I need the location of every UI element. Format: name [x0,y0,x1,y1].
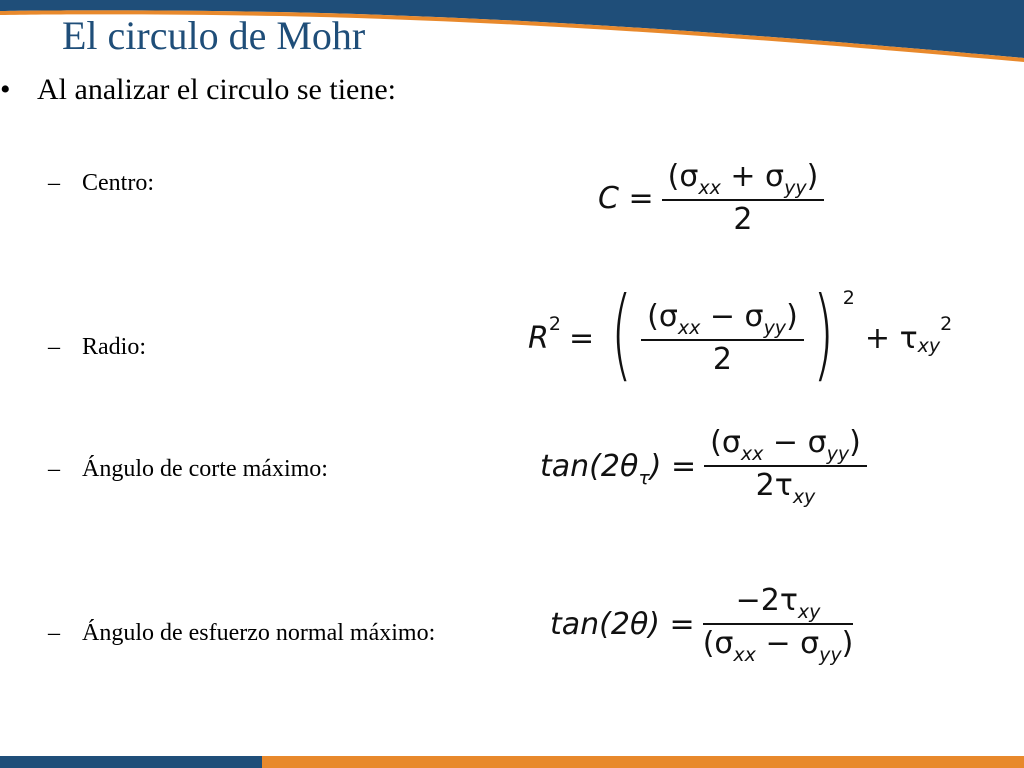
tau-exponent: 2 [940,313,953,335]
formula-lhs: C = [598,181,654,216]
item-label: Ángulo de corte máximo: [82,456,328,482]
fraction [703,582,854,666]
dash-icon: – [48,170,60,196]
numerator: $(\sigma_{xx} - \sigma_{yy})$ [704,424,867,467]
formula-lhs-base: R [528,320,549,356]
left-paren: ( [610,275,633,392]
outer-exponent: 2 [842,287,855,309]
footer-band [0,756,1024,768]
fraction [662,158,825,239]
denominator: 2 [733,202,753,237]
formula-lhs: tan(2θ) = [550,606,695,642]
slide-title: El circulo de Mohr [62,13,366,58]
tau-term: + τ [864,320,918,356]
bullet-text: Al analizar el circulo se tiene: [37,73,396,106]
formula-corte [540,424,867,508]
formula-radio [528,275,953,392]
numerator: $(\sigma_{xx} + \sigma_{yy})$ [662,158,825,201]
formula-lhs: $\tan(2\theta_\tau)$ = [540,448,697,489]
dash-icon: – [48,334,60,360]
right-paren: ) [812,275,835,392]
denominator: 2 [712,341,732,377]
fraction [704,424,867,508]
dash-icon: – [48,456,60,482]
denominator: $2\tau_{xy}$ [755,468,816,508]
dash-icon: – [48,620,60,646]
fraction [641,298,804,379]
item-label: Ángulo de esfuerzo normal máximo: [82,620,436,646]
bullet-dot-icon: • [0,73,11,106]
item-label: Centro: [82,170,154,196]
denominator: $(\sigma_{xx} - \sigma_{yy})$ [702,626,854,666]
equals-sign: = [568,320,595,356]
item-label: Radio: [82,334,146,360]
numerator: $(\sigma_{xx} - \sigma_{yy})$ [641,298,804,341]
numerator: $-2\tau_{xy}$ [703,582,854,625]
formula-lhs-exponent: 2 [548,313,561,335]
tau-subscript: xy [917,335,941,357]
formula-normal [550,582,853,666]
formula-centro [598,158,824,239]
